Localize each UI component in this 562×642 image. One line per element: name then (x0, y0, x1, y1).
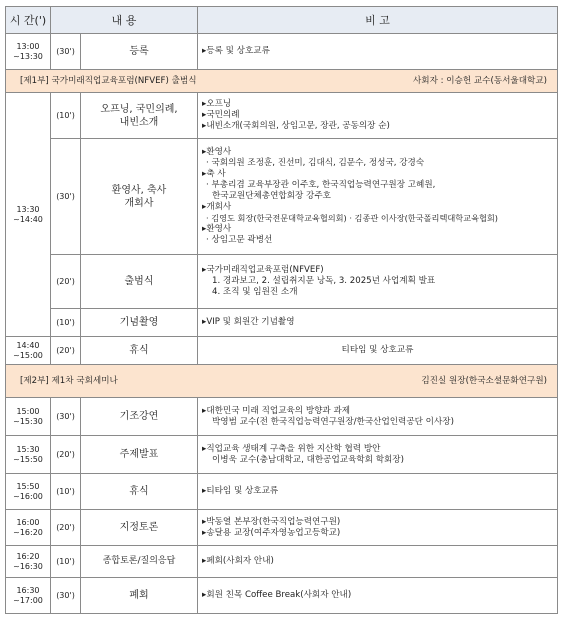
note-line: ▸국민의례 (202, 110, 240, 120)
row-note (198, 93, 558, 139)
schedule-table (5, 6, 558, 614)
row-item: 휴식 (81, 337, 198, 365)
row-time: 16:00 ~16:20 (6, 510, 51, 546)
note-line: · 부총리겸 교육부장관 이주호, 한국직업능력연구원장 고혜원, (206, 180, 436, 190)
note-line: ▸페회(사회자 안내) (202, 556, 274, 566)
note-line: ▸티타임 및 상호교류 (202, 486, 279, 496)
note-line: ▸VIP 및 회원간 기념촬영 (202, 317, 295, 327)
row-note (198, 546, 558, 578)
table-header (6, 7, 558, 34)
note-line: ▸등록 및 상호교류 (202, 46, 270, 56)
note-line: ▸환영사 (202, 147, 232, 157)
row-note (198, 474, 558, 510)
row-item: 오프닝, 국민의례, 내빈소개 (81, 93, 198, 139)
row-note (198, 337, 558, 365)
row-item: 주제발표 (81, 436, 198, 474)
row-item: 기념촬영 (81, 309, 198, 337)
row-note (198, 510, 558, 546)
section-row-part2 (6, 365, 558, 398)
note-line: · 국회의원 조정훈, 진선미, 김대식, 김문수, 정성국, 강경숙 (206, 158, 425, 168)
note-line: ▸대한민국 미래 직업교육의 방향과 과제 (202, 405, 351, 416)
note-line: 한국교원단체총연합회장 강주호 (212, 191, 331, 201)
header-note: 비 고 (198, 7, 558, 34)
row-duration: (20') (51, 255, 81, 309)
header-content: 내 용 (51, 7, 198, 34)
table-row (6, 139, 558, 255)
note-line: ▸송달용 교장(여주자영농업고등학교) (202, 527, 341, 538)
row-item: 지정토론 (81, 510, 198, 546)
table-row (6, 546, 558, 578)
table-row (6, 34, 558, 70)
row-duration: (10') (51, 546, 81, 578)
row-item: 환영사, 축사 개회사 (81, 139, 198, 255)
table-row (6, 436, 558, 474)
table-row (6, 578, 558, 614)
row-duration: (30') (51, 398, 81, 436)
row-time: 14:40 ~15:00 (6, 337, 51, 365)
note-line: 1. 경과보고, 2. 설립취지문 낭독, 3. 2025년 사업계획 발표 (212, 276, 436, 286)
row-time-group: 13:30 ~14:40 (6, 93, 51, 337)
row-note (198, 436, 558, 474)
table-row (6, 93, 558, 139)
row-duration: (30') (51, 34, 81, 70)
row-time: 15:00 ~15:30 (6, 398, 51, 436)
row-duration: (20') (51, 510, 81, 546)
row-duration: (10') (51, 474, 81, 510)
note-line: ▸박동열 본부장(한국직업능력연구원) (202, 516, 341, 527)
note-line: 박영범 교수(전 한국직업능력연구원장/한국산업인력공단 이사장) (212, 416, 454, 427)
table-row (6, 255, 558, 309)
row-duration: (20') (51, 436, 81, 474)
note-line: ▸국가미래직업교육포럼(NFVEF) (202, 265, 324, 275)
row-note (198, 139, 558, 255)
row-time: 16:20 ~16:30 (6, 546, 51, 578)
row-note (198, 578, 558, 614)
section-row-part1 (6, 70, 558, 93)
row-item: 등록 (81, 34, 198, 70)
row-item: 휴식 (81, 474, 198, 510)
table-row (6, 398, 558, 436)
note-line: ▸환영사 (202, 224, 232, 234)
note-line: 4. 조직 및 임원진 소개 (212, 287, 298, 297)
row-time: 16:30 ~17:00 (6, 578, 51, 614)
note-line: ▸오프닝 (202, 99, 232, 109)
row-time: 15:50 ~16:00 (6, 474, 51, 510)
row-note (198, 34, 558, 70)
section-title: [제1부] 국가미래직업교육포럼(NFVEF) 출범식 (20, 75, 197, 86)
row-item: 종합토론/질의응답 (81, 546, 198, 578)
row-duration: (20') (51, 337, 81, 365)
row-note (198, 309, 558, 337)
row-duration: (10') (51, 93, 81, 139)
note-line: 티타임 및 상호교류 (341, 345, 414, 355)
row-item: 출범식 (81, 255, 198, 309)
row-note (198, 398, 558, 436)
note-line: · 상임고문 곽병선 (206, 235, 273, 245)
section-moderator: 김진실 원장(한국소셜문화연구원) (421, 375, 547, 386)
table-row (6, 474, 558, 510)
row-duration: (10') (51, 309, 81, 337)
note-line: ▸축 사 (202, 169, 226, 179)
note-line: · 김영도 회장(한국전문대학교육협의회) · 김종관 이사장(한국폴리텍대학교육협회) (206, 213, 498, 223)
section-title: [제2부] 제1차 국회세미나 (20, 375, 118, 386)
header-time: 시 간(') (6, 7, 51, 34)
row-duration: (30') (51, 139, 81, 255)
table-row (6, 309, 558, 337)
section-moderator: 사회자 : 이승헌 교수(동서울대학교) (412, 75, 547, 86)
row-duration: (30') (51, 578, 81, 614)
row-time: 13:00 ~13:30 (6, 34, 51, 70)
table-row (6, 510, 558, 546)
row-time: 15:30 ~15:50 (6, 436, 51, 474)
note-line: ▸회원 친목 Coffee Break(사회자 안내) (202, 590, 352, 600)
row-note (198, 255, 558, 309)
table-row (6, 337, 558, 365)
note-line: ▸직업교육 생태계 구축을 위한 지산학 협력 방안 (202, 443, 381, 454)
note-line: 이병욱 교수(충남대학교, 대한공업교육학회 학회장) (212, 454, 404, 465)
row-item: 기조강연 (81, 398, 198, 436)
row-item: 폐회 (81, 578, 198, 614)
note-line: ▸내빈소개(국회의원, 상임고문, 장관, 공동의장 순) (202, 121, 390, 131)
note-line: ▸개회사 (202, 202, 232, 212)
